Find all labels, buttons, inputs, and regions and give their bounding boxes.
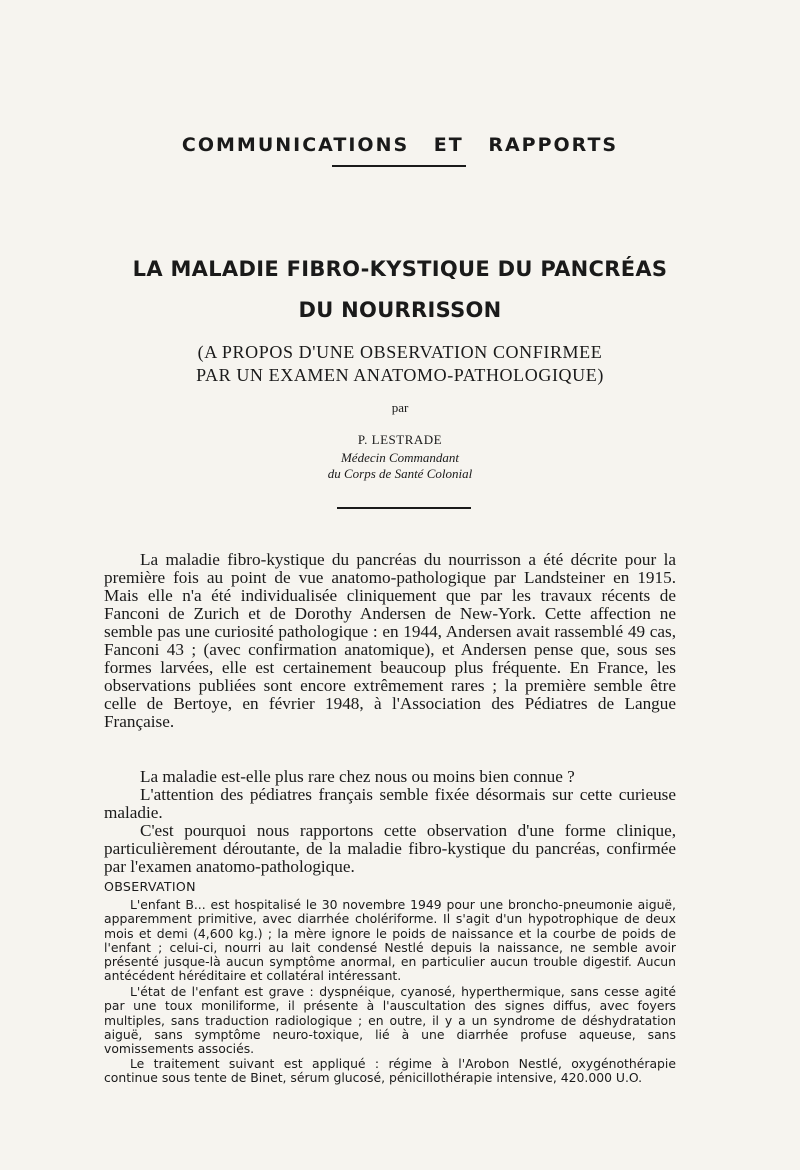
observation-heading: OBSERVATION — [104, 879, 196, 894]
paragraph-text: L'état de l'enfant est grave : dyspnéique, cyanosé, hyperthermique, sans cesse agité par une toux moniliforme, il présente à l'auscultation des signes diffus, avec foyers multiples, sans traduction radiologique ; en outre, il y a un syndrome de déshydratation aiguë, sans symptôme neuro-toxique, lié à une diarrhée profuse aqueuse, sans vomissements associés. — [104, 984, 676, 1057]
article-subtitle-line2: PAR UN EXAMEN ANATOMO-PATHOLOGIQUE) — [196, 365, 604, 385]
byline: par — [391, 400, 409, 415]
paragraph-text: L'enfant B... est hospitalisé le 30 novembre 1949 pour une broncho-pneumonie aiguë, apparemment primitive, avec diarrhée cholériforme. Il s'agit d'un hypotrophique de deux mois et demi (4,600 kg.) ; la mère ignore le poids de naissance et la courbe de poids de l'enfant ; celui-ci, nourri au lait condensé Nestlé depuis la naissance, ne semble avoir présenté jusque-là aucun symptôme anormal, en particulier aucun trouble digestif. Aucun antécédent héréditaire et collatéral intéressant. — [104, 897, 676, 984]
author-rule — [337, 507, 471, 509]
body-paragraph-4 — [104, 822, 676, 876]
paragraph-text: L'attention des pédiatres français semble fixée désormais sur cette curieuse maladie. — [104, 785, 676, 822]
article-title-line2: DU NOURRISSON — [298, 298, 502, 322]
section-heading: COMMUNICATIONS ET RAPPORTS — [181, 134, 619, 156]
observation-paragraph-2 — [104, 985, 676, 1056]
body-paragraph-2 — [104, 768, 676, 786]
author-role-line2: du Corps de Santé Colonial — [327, 466, 473, 481]
paragraph-text: La maladie fibro-kystique du pancréas du nourrisson a été décrite pour la première fois au point de vue anatomo-pathologique par Landsteiner en 1915. Mais elle n'a été individualisée cliniquement que par les travaux récents de Fanconi de Zurich et de Dorothy Andersen de New-York. Cette affection ne semble pas une curiosité pathologique : en 1944, Andersen avait rassemblé 49 cas, Fanconi 43 ; (avec confirmation anatomique), et Andersen pense que, sous ses formes larvées, elle est certainement beaucoup plus fréquente. En France, les observations publiées sont encore extrêmement rares ; la première semble être celle de Bertoye, en février 1948, à l'Association des Pédiatres de Langue Française. — [104, 550, 676, 731]
article-title-line1: LA MALADIE FIBRO-KYSTIQUE DU PANCRÉAS — [132, 257, 668, 281]
author-role-line1: Médecin Commandant — [340, 450, 460, 465]
body-paragraph-3 — [104, 786, 676, 822]
body-paragraph-1 — [104, 551, 676, 731]
paragraph-text: Le traitement suivant est appliqué : régime à l'Arobon Nestlé, oxygénothérapie continue sous tente de Binet, sérum glucosé, pénicillothérapie intensive, 420.000 U.O. — [104, 1056, 676, 1086]
observation-paragraph-3 — [104, 1057, 676, 1086]
observation-paragraph-1 — [104, 898, 676, 984]
header-rule — [332, 165, 466, 167]
author-name: P. LESTRADE — [357, 432, 443, 447]
article-subtitle-line1: (A PROPOS D'UNE OBSERVATION CONFIRMEE — [197, 342, 603, 362]
paragraph-text: La maladie est-elle plus rare chez nous ou moins bien connue ? — [140, 767, 575, 786]
paragraph-text: C'est pourquoi nous rapportons cette observation d'une forme clinique, particulièrement déroutante, de la maladie fibro-kystique du pancréas, confirmée par l'examen anatomo-pathologique. — [104, 821, 676, 876]
